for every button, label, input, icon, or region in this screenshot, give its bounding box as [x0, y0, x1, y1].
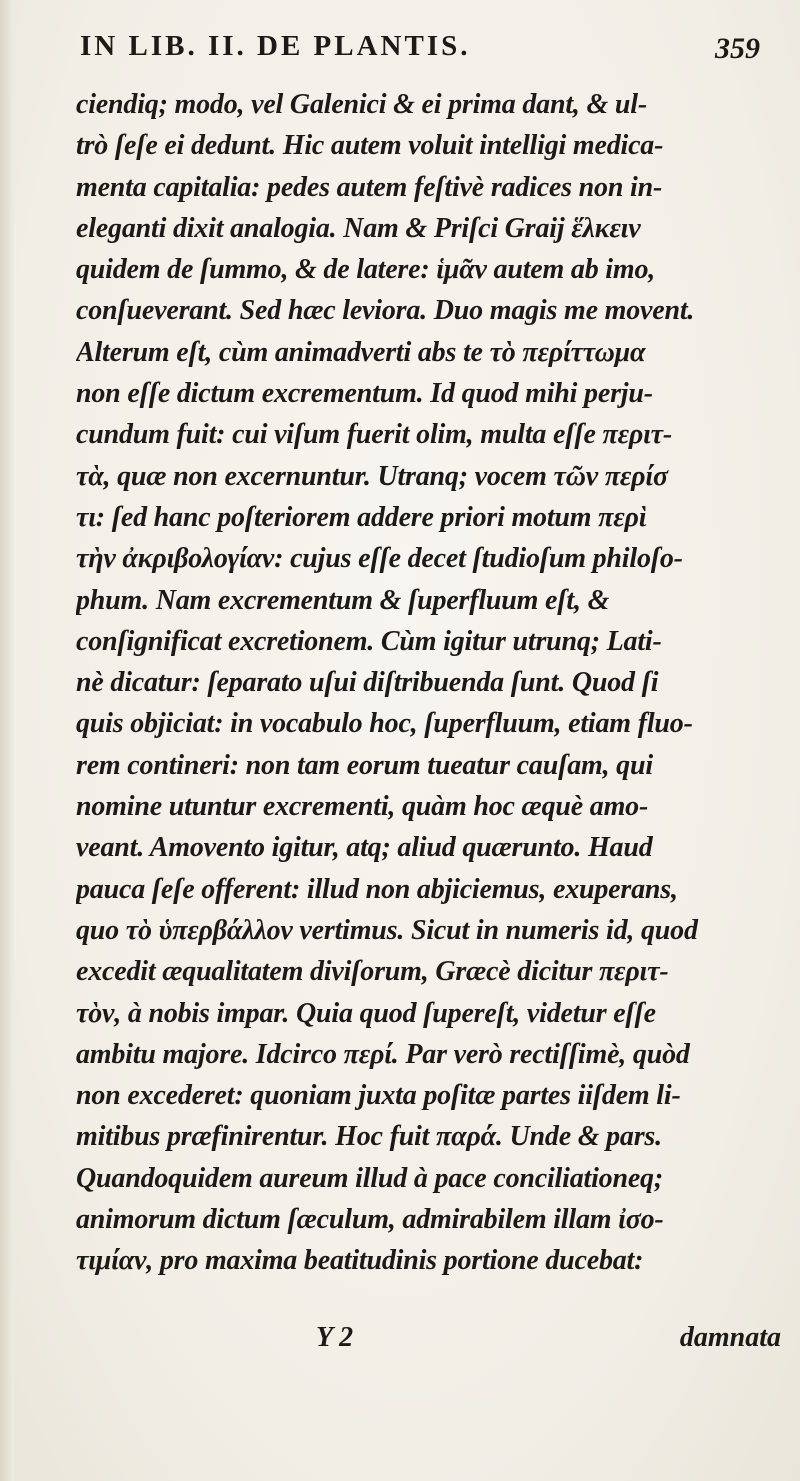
- text-line: Quandoquidem aureum illud à pace conciliationeq;: [76, 1162, 663, 1194]
- text-line: non eſſe dictum excrementum. Id quod mihi perju-: [76, 378, 653, 410]
- text-line: mitibus præfinirentur. Hoc fuit παρά. Unde & pars.: [76, 1121, 662, 1153]
- catchword: damnata: [679, 1322, 781, 1353]
- page-footer: [76, 1322, 781, 1366]
- text-line: conſignificat excretionem. Cùm igitur utrunq; Lati-: [76, 625, 662, 657]
- text-line: τὴν ἀκριβολογίαν: cujus eſſe decet ſtudioſum philoſo-: [76, 543, 683, 575]
- text-line: conſueverant. Sed hæc leviora. Duo magis me movent.: [76, 295, 695, 327]
- text-line: τι: ſed hanc poſteriorem addere priori motum περὶ: [76, 501, 647, 533]
- text-line: veant. Amovento igitur, atq; aliud quærunto. Haud: [76, 832, 653, 864]
- text-line: ciendiq; modo, vel Galenici & ei prima dant, & ul-: [76, 89, 647, 120]
- text-line: τὰ, quæ non excernuntur. Utranq; vocem τῶν περίσ: [76, 460, 668, 492]
- text-line: quidem de ſummo, & de latere: ἱμᾶν autem ab imo,: [76, 254, 656, 286]
- text-line: quis objiciat: in vocabulo hoc, ſuperfluum, etiam fluo-: [76, 708, 693, 740]
- text-line: ambitu majore. Idcirco περί. Par verò rectiſſimè, quòd: [76, 1038, 690, 1070]
- text-line: phum. Nam excrementum & ſuperfluum eſt, &: [76, 584, 610, 616]
- text-line: quo τὸ ὑπερβάλλον vertimus. Sicut in numeris id, quod: [76, 914, 698, 946]
- text-line: nomine utuntur excrementi, quàm hoc æquè amo-: [76, 791, 649, 823]
- text-line: pauca ſeſe offerent: illud non abjiciemus, exuperans,: [76, 873, 678, 905]
- text-line: non excederet: quoniam juxta poſitæ partes iiſdem li-: [76, 1080, 681, 1112]
- page-number: 359: [715, 32, 760, 65]
- text-line: eleganti dixit analogia. Nam & Priſci Graij ἕλκειν: [76, 212, 641, 244]
- text-line: nè dicatur: ſeparato uſui diſtribuenda ſunt. Quod ſi: [76, 667, 659, 699]
- page-gutter: [0, 0, 14, 1481]
- text-line: τὸν, à nobis impar. Quia quod ſupereſt, videtur eſſe: [76, 997, 656, 1029]
- text-line: animorum dictum ſæculum, admirabilem illam ἰσο-: [76, 1204, 664, 1236]
- text-line: Alterum eſt, cùm animadverti abs te τὸ περίττωμα: [76, 336, 646, 368]
- text-line: cundum fuit: cui viſum fuerit olim, multa eſſe περιτ-: [76, 419, 673, 451]
- signature-mark: Y 2: [316, 1322, 354, 1353]
- text-line: menta capitalia: pedes autem feſtivè radices non in-: [76, 171, 663, 203]
- text-line: excedit æqualitatem diviſorum, Græcè dicitur περιτ-: [76, 956, 669, 988]
- text-line: trò ſeſe ei dedunt. Hic autem voluit intelligi medica-: [76, 130, 664, 162]
- page-header: [80, 30, 760, 80]
- body-text: [76, 84, 781, 1282]
- running-head: IN LIB. II. DE PLANTIS.: [80, 30, 471, 62]
- text-line: rem contineri: non tam eorum tueatur cauſam, qui: [76, 749, 653, 781]
- text-line: τιμίαν, pro maxima beatitudinis portione ducebat:: [76, 1245, 644, 1277]
